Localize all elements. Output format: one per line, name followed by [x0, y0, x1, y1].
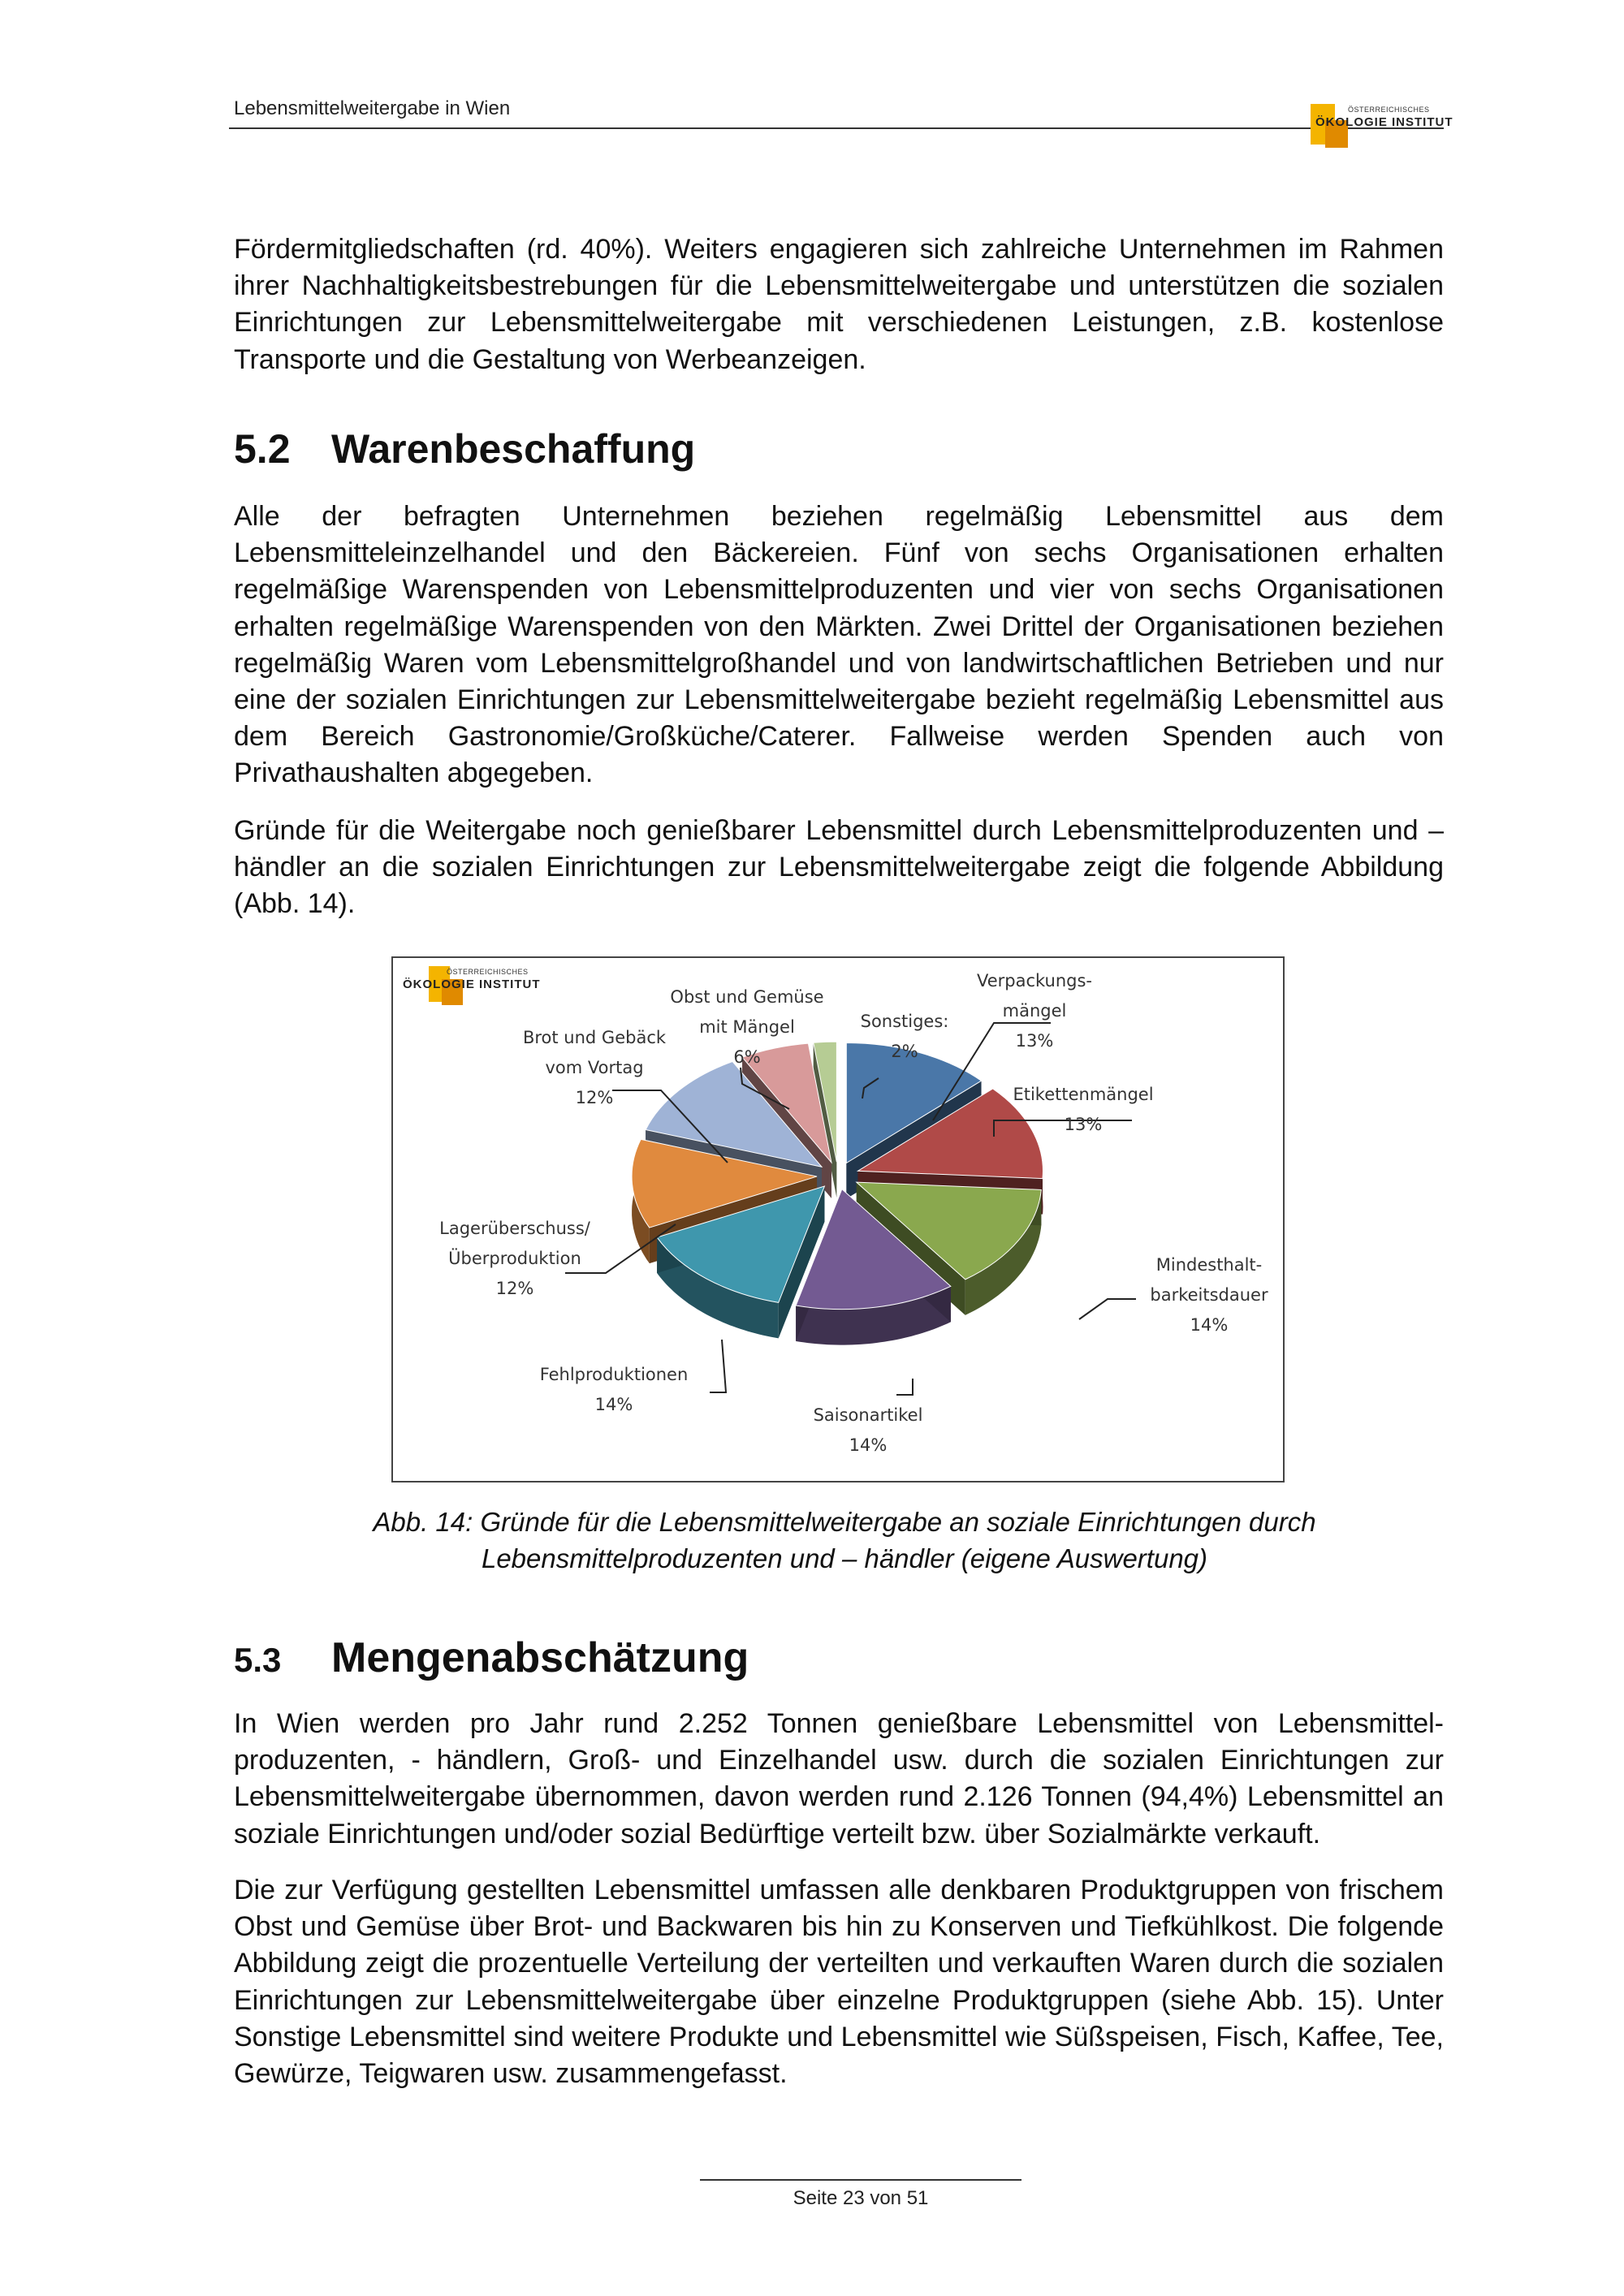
slice-label: Obst und Gemüse mit Mängel 6% — [670, 987, 824, 1067]
leader-line — [710, 1340, 726, 1392]
caption-line-2: Lebensmittelproduzenten und – händler (eigene Auswertung) — [481, 1543, 1208, 1573]
institute-logo: ÖSTERREICHISCHES ÖKOLOGIE INSTITUT — [1307, 97, 1453, 148]
slice-label: Fehlproduktionen 14% — [539, 1365, 689, 1414]
slice-label: Brot und Gebäck vom Vortag 12% — [522, 1028, 667, 1107]
warenbeschaffung-paragraph-1: Alle der befragten Unternehmen beziehen regelmäßig Lebensmittel aus dem Lebensmitteleinzelhandel und den Bäckereien. Fünf von sechs Organisationen erhalten regelmäßige Warenspenden von Lebensmittelproduzenten und vier von sechs Organisationen erhalten regelmäßige Warenspenden von den Märkten. Zwei Drittel der Organisationen beziehen regelmäßig Waren vom Lebensmittelgroßhandel und von landwirtschaftlichen Betrieben und nur eine der sozialen Einrichtungen zur Lebensmittelweitergabe bezieht regelmäßig Lebensmittel aus dem Bereich Gastronomie/Großküche/Caterer. Fallweise werden Spenden auch von Privathaushalten abgegeben. — [234, 501, 1444, 789]
document-title: Lebensmittelweitergabe in Wien — [234, 97, 511, 119]
slice-label: Verpackungs-mängel 13% — [976, 971, 1093, 1051]
section-heading-5-2 — [234, 425, 695, 473]
pie-chart — [393, 958, 1283, 1481]
slice-label: Mindesthalt-barkeitsdauer 14% — [1150, 1255, 1268, 1335]
pie-chart-frame — [391, 956, 1285, 1482]
intro-paragraph: Fördermitgliedschaften (rd. 40%). Weiters engagieren sich zahlreiche Unternehmen im Rahmen ihrer Nachhaltigkeitsbestrebungen für die Lebensmittelweitergabe und unterstützen die sozialen Einrichtungen zur Lebensmittelweitergabe mit verschiedenen Leistungen, z.B. kostenlose Transporte und die Gestaltung von Werbeanzeigen. — [234, 234, 1444, 375]
slice-label: Saisonartikel 14% — [813, 1405, 923, 1455]
warenbeschaffung-paragraph-2: Gründe für die Weitergabe noch genießbarer Lebensmittel durch Lebensmittelproduzenten und – händler an die sozialen Einrichtungen zur Lebensmittelweitergabe zeigt die folgende Abbildung (Abb. 14). — [234, 815, 1444, 920]
mengenabschaetzung-paragraph-1: In Wien werden pro Jahr rund 2.252 Tonnen genießbare Lebensmittel von Lebensmittel-produzenten, - händlern, Groß- und Einzelhandel usw. durch die sozialen Einrichtungen zur Lebensmittelweitergabe übernommen, davon werden rund 2.126 Tonnen (94,4%) Lebensmittel an soziale Einrichtungen und/oder sozial Bedürftige verteilt bzw. über Sozialmärkte verkauft. — [234, 1708, 1444, 1849]
mengenabschaetzung-paragraph-2: Die zur Verfügung gestellten Lebensmittel umfassen alle denkbaren Produktgruppen von frischem Obst und Gemüse über Brot- und Backwaren bis hin zu Konserven und Tiefkühlkost. Die folgende Abbildung zeigt die prozentuelle Verteilung der verteilten und verkauften Waren durch die sozialen Einrichtungen zur Lebensmittelweitergabe über einzelne Produktgruppen (siehe Abb. 15). Unter Sonstige Lebensmittel sind weitere Produkte und Lebensmittel wie Süßspeisen, Fisch, Kaffee, Tee, Gewürze, Teigwaren usw. zusammengefasst. — [234, 1875, 1444, 2090]
slice-label: Sonstiges: 2% — [860, 1012, 949, 1061]
section-number: 5.2 — [234, 426, 291, 472]
chart-logo: ÖSTERREICHISCHES ÖKOLOGIE INSTITUT — [396, 961, 559, 1010]
page-number: Seite 23 von 51 — [793, 2187, 929, 2209]
footer-rule — [700, 2179, 1021, 2181]
leader-line — [1079, 1299, 1136, 1319]
slice-label: Lagerüberschuss/ Überproduktion 12% — [439, 1219, 590, 1298]
header-rule — [229, 127, 1444, 129]
section-number: 5.3 — [234, 1641, 282, 1679]
section-heading-5-3 — [234, 1634, 749, 1682]
figure-caption — [244, 1504, 1445, 1577]
leader-line — [896, 1379, 913, 1395]
caption-line-1: Abb. 14: Gründe für die Lebensmittelweitergabe an soziale Einrichtungen durch — [373, 1507, 1316, 1537]
slice-label: Etikettenmängel 13% — [1013, 1085, 1154, 1134]
section-title: Mengenabschätzung — [331, 1634, 749, 1681]
section-title: Warenbeschaffung — [331, 426, 696, 472]
